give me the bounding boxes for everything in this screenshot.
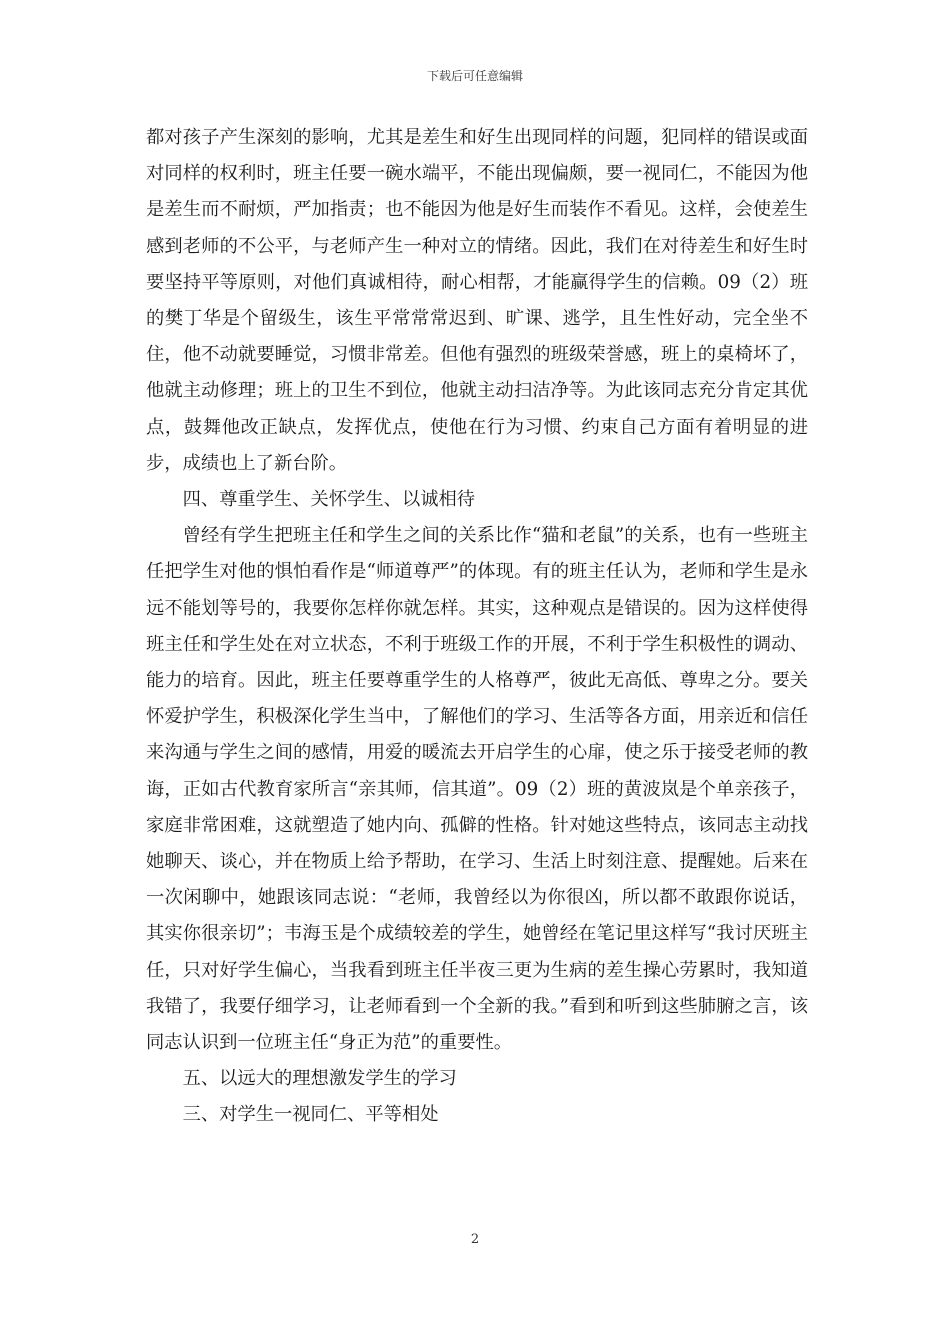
paragraph-continued: 都对孩子产生深刻的影响，尤其是差生和好生出现同样的问题，犯同样的错误或面对同样的权利时，班主任要一碗水端平，不能出现偏颇，要一视同仁，不能因为他是差生而不耐烦，严加指责；也不能因为他是好生而装作不看见。这样，会使差生感到老师的不公平，与老师产生一种对立的情绪。因此，我们在对待差生和好生时要坚持平等原则，对他们真诚相待，耐心相帮，才能赢得学生的信赖。09（2）班的樊丁华是个留级生，该生平常常常迟到、旷课、逃学，且生性好动，完全坐不住，他不动就要睡觉，习惯非常差。但他有强烈的班级荣誉感，班上的桌椅坏了，他就主动修理；班上的卫生不到位，他就主动扫洁净等。为此该同志充分肯定其优点，鼓舞他改正缺点，发挥优点，使他在行为习惯、约束自己方面有着明显的进步，成绩也上了新台阶。 [146,127,808,474]
page-header: 下载后可任意编辑 [426,69,523,83]
document-body [146,120,808,1134]
page-number: 2 [470,1232,480,1247]
section-heading-5: 五、以远大的理想激发学生的学习 [182,1068,457,1090]
section-heading-4: 四、尊重学生、关怀学生、以诚相待 [182,489,476,511]
section-heading-3: 三、对学生一视同仁、平等相处 [182,1104,439,1126]
paragraph: 曾经有学生把班主任和学生之间的关系比作“猫和老鼠”的关系，也有一些班主任把学生对他的惧怕看作是“师道尊严”的体现。有的班主任认为，老师和学生是永远不能划等号的，我要你怎样你就怎样。其实，这种观点是错误的。因为这样使得班主任和学生处在对立状态，不利于班级工作的开展，不利于学生积极性的调动、能力的培育。因此，班主任要尊重学生的人格尊严，彼此无高低、尊卑之分。要关怀爱护学生，积极深化学生当中，了解他们的学习、生活等各方面，用亲近和信任来沟通与学生之间的感情，用爱的暖流去开启学生的心扉，使之乐于接受老师的教诲，正如古代教育家所言“亲其师，信其道”。09（2）班的黄波岚是个单亲孩子，家庭非常困难，这就塑造了她内向、孤僻的性格。针对她这些特点，该同志主动找她聊天、谈心，并在物质上给予帮助，在学习、生活上时刻注意、提醒她。后来在一次闲聊中，她跟该同志说：“老师，我曾经以为你很凶，所以都不敢跟你说话，其实你很亲切”；韦海玉是个成绩较差的学生，她曾经在笔记里这样写“我讨厌班主任，只对好学生偏心，当我看到班主任半夜三更为生病的差生操心劳累时，我知道我错了，我要仔细学习，让老师看到一个全新的我。”看到和听到这些肺腑之言，该同志认识到一位班主任“身正为范”的重要性。 [146,525,808,1054]
